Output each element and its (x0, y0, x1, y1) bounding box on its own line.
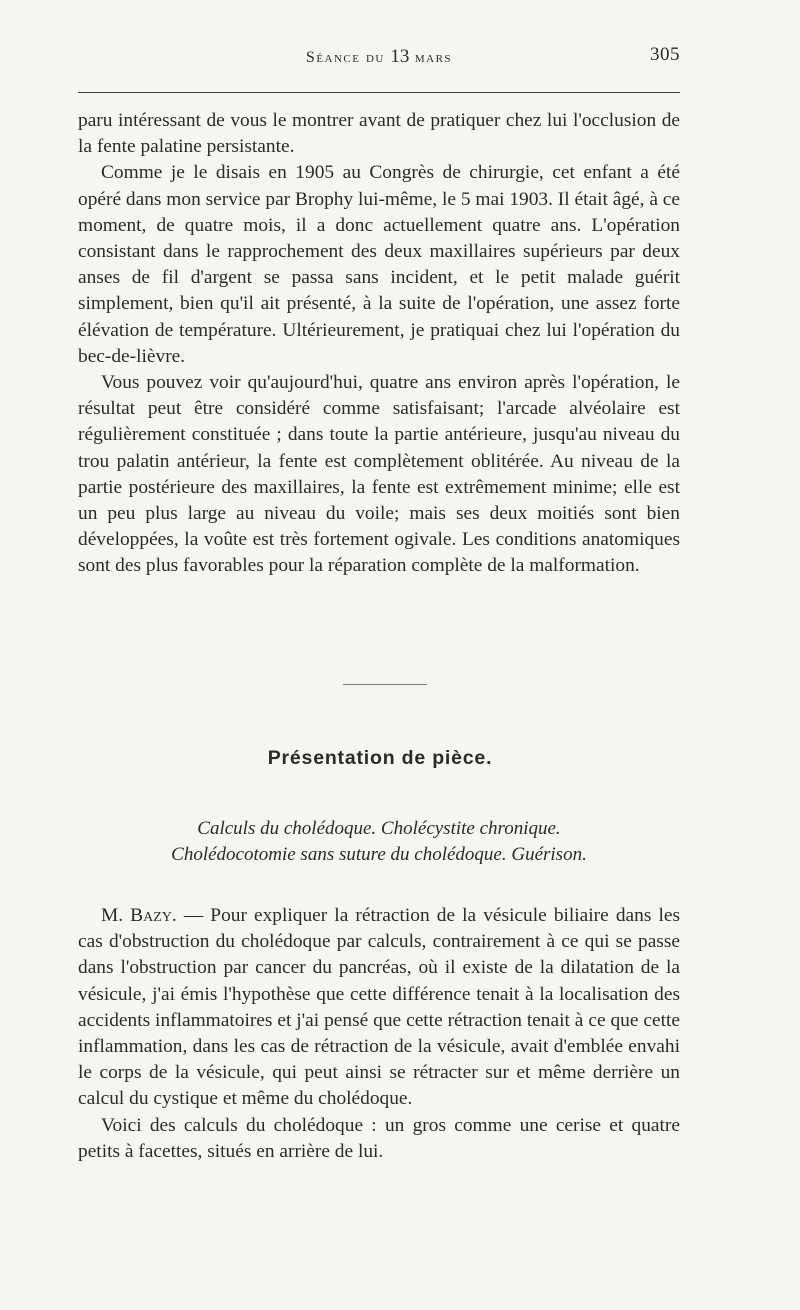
paragraph-speech-text: — Pour expliquer la rétraction de la vésicule biliaire dans les cas d'obstruction du cholédoque par calculs, contrairement à ce qui se passe dans l'obstruction par cancer du pancréas, où il existe de la dilatation de la vésicule, j'ai émis l'hypothèse que cette différence tenait à la localisation des accidents inflammatoires et j'ai pensé que cette rétraction tenait à ce que cette inflammation, dans les cas de rétraction de la vésicule, avait d'emblée envahi le corps de la vésicule, qui peut ainsi se rétracter sur et même derrière un calcul du cystique et même du cholédoque. (78, 905, 680, 1110)
running-title-day: 13 (390, 46, 410, 67)
section-subheading (78, 816, 680, 868)
page-number: 305 (650, 44, 680, 65)
section-heading: Présentation de pièce. (267, 747, 493, 769)
subheading-line-1: Calculs du cholédoque. Cholécystite chronique. (197, 818, 561, 839)
paragraph-calculs: Voici des calculs du cholédoque : un gros comme une cerise et quatre petits à facettes, situés en arrière de lui. (78, 1114, 680, 1162)
paragraph-speech (78, 903, 680, 1113)
subheading-line-2: Cholédocotomie sans suture du cholédoque. Guérison. (171, 844, 587, 865)
body-block-bottom (78, 903, 680, 1165)
paragraph-result: Vous pouvez voir qu'aujourd'hui, quatre ans environ après l'opération, le résultat peut être considéré comme satisfaisant; l'arcade alvéolaire est régulièrement constituée ; dans toute la partie antérieure, jusqu'au niveau du trou palatin antérieur, la fente est complètement oblitérée. Au niveau de la partie postérieure des maxillaires, la fente est extrêmement minime; elle est un peu plus large au niveau du voile; mais ses deux moitiés sont bien développées, la voûte est très fortement ogivale. Les conditions anatomiques sont des plus favorables pour la réparation complète de la malformation. (78, 372, 680, 577)
paragraph-brophy: Comme je le disais en 1905 au Congrès de chirurgie, cet enfant a été opéré dans mon service par Brophy lui-même, le 5 mai 1903. Il était âgé, à ce moment, de quatre mois, il a donc actuellement quatre ans. L'opération consistant dans le rapprochement des deux maxillaires supérieurs par deux anses de fil d'argent se passa sans incident, et le petit malade guérit simplement, bien qu'il ait présenté, à la suite de l'opération, une assez forte élévation de température. Ultérieurement, je pratiquai chez lui l'opération du bec-de-lièvre. (78, 162, 680, 367)
running-title-suffix: mars (409, 49, 453, 66)
speaker-name: M. Bazy. (101, 905, 177, 926)
running-head (78, 46, 680, 76)
paragraph-continuation: paru intéressant de vous le montrer avant de pratiquer chez lui l'occlusion de la fente palatine persistante. (78, 110, 680, 158)
body-block-top (78, 108, 680, 580)
section-separator (343, 684, 427, 685)
header-rule (78, 92, 680, 93)
running-title-prefix: Séance du (305, 49, 391, 66)
running-title (78, 46, 680, 68)
